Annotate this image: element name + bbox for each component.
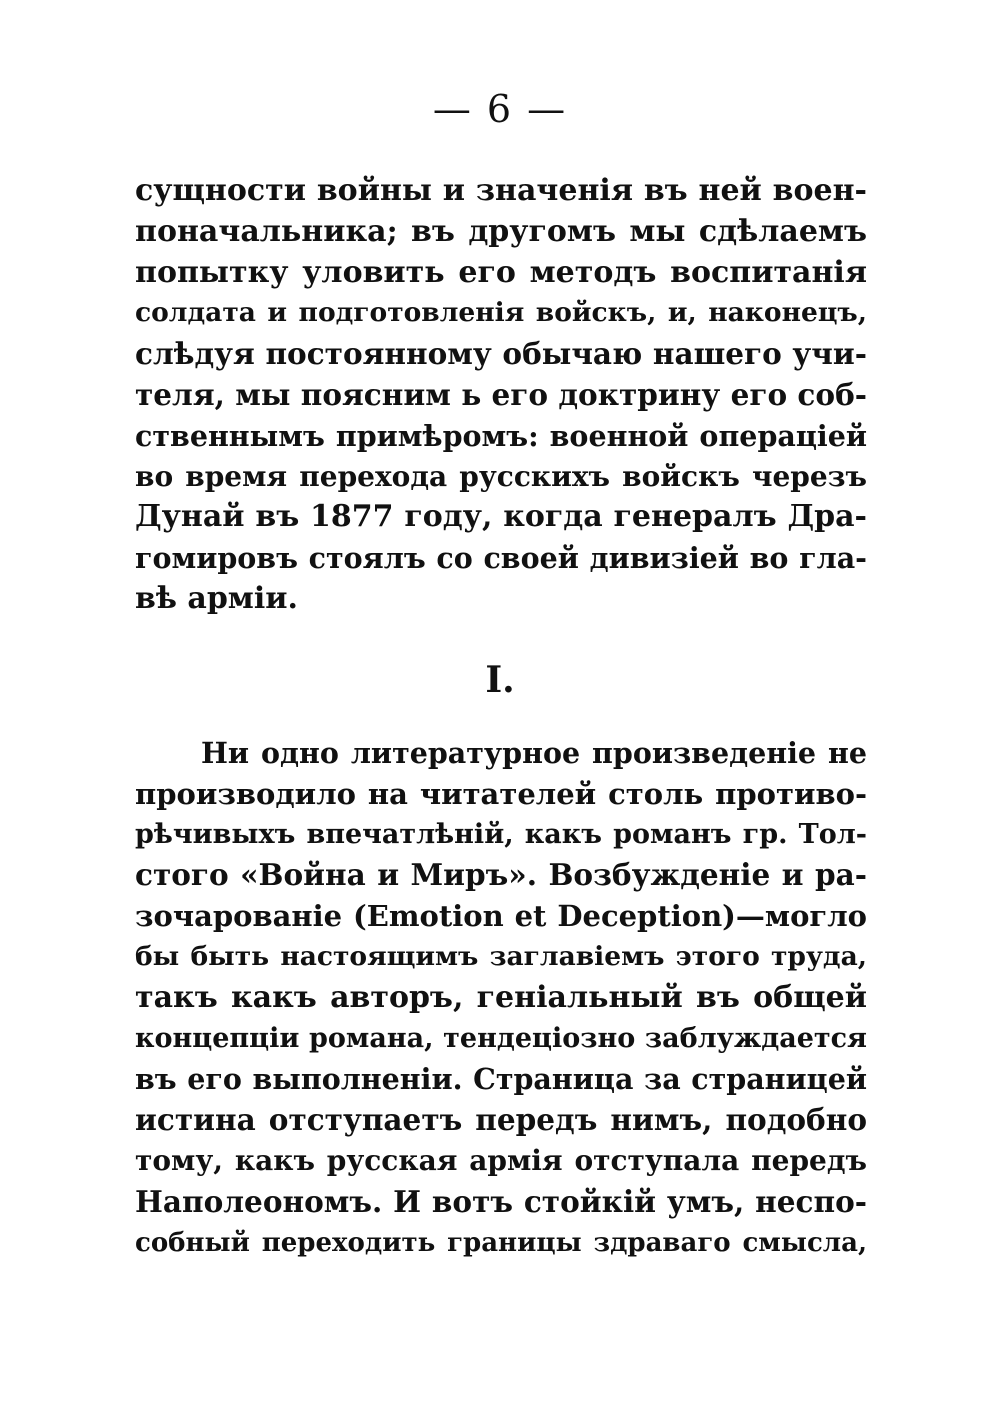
text-line: Ни одно литературное произведеніе не [201,736,867,770]
text-line: производило на читателей столь противо- [135,776,867,811]
page-number: — 6 — [432,87,568,131]
text-line: слѣдуя постоянному обычаю нашего учи- [135,336,867,372]
text-line: поначальника; въ другомъ мы сдѣлаемъ [135,213,867,249]
text-line: зочарованіе (Emotion et Deception)—могло [135,899,867,934]
text-line: такъ какъ авторъ, геніальный въ общей [135,979,867,1015]
text-line: собный переходить границы здраваго смысла, [135,1227,867,1258]
text-line: ственнымъ примѣромъ: военной операціей [135,418,867,453]
main-paragraph [135,733,867,1263]
text-line: вѣ арміи. [135,580,298,616]
text-line: истина отступаетъ передъ нимъ, подобно [135,1102,867,1138]
text-line: теля, мы поясним ь его доктрину его соб- [135,376,867,412]
text-line: Дунай въ 1877 году, когда генералъ Дра- [135,499,867,535]
text-line: бы быть настоящимъ заглавіемъ этого труда, [135,940,867,972]
intro-paragraph [135,171,867,620]
text-line: сущности войны и значенія въ ней воен- [135,173,867,208]
text-line: тому, какъ русская армія отступала передъ [135,1143,867,1177]
text-line: солдата и подготовленія войскъ, и, наконецъ, [135,297,867,329]
section-heading: I. [485,659,515,701]
text-line: концепціи романа, тендеціозно заблуждается [135,1022,867,1054]
text-line: попытку уловить его методъ воспитанія [135,254,867,290]
text-line: во время перехода русскихъ войскъ черезъ [135,459,867,493]
text-line: рѣчивыхъ впечатлѣній, какъ романъ гр. Тол- [135,818,867,850]
text-line: въ его выполненіи. Страница за страницей [135,1062,867,1097]
text-line: Наполеономъ. И вотъ стойкій умъ, неспо- [135,1183,867,1219]
text-line: гомировъ стоялъ со своей дивизіей во гла- [135,541,867,576]
text-line: стого «Война и Миръ». Возбужденіе и ра- [135,857,867,893]
